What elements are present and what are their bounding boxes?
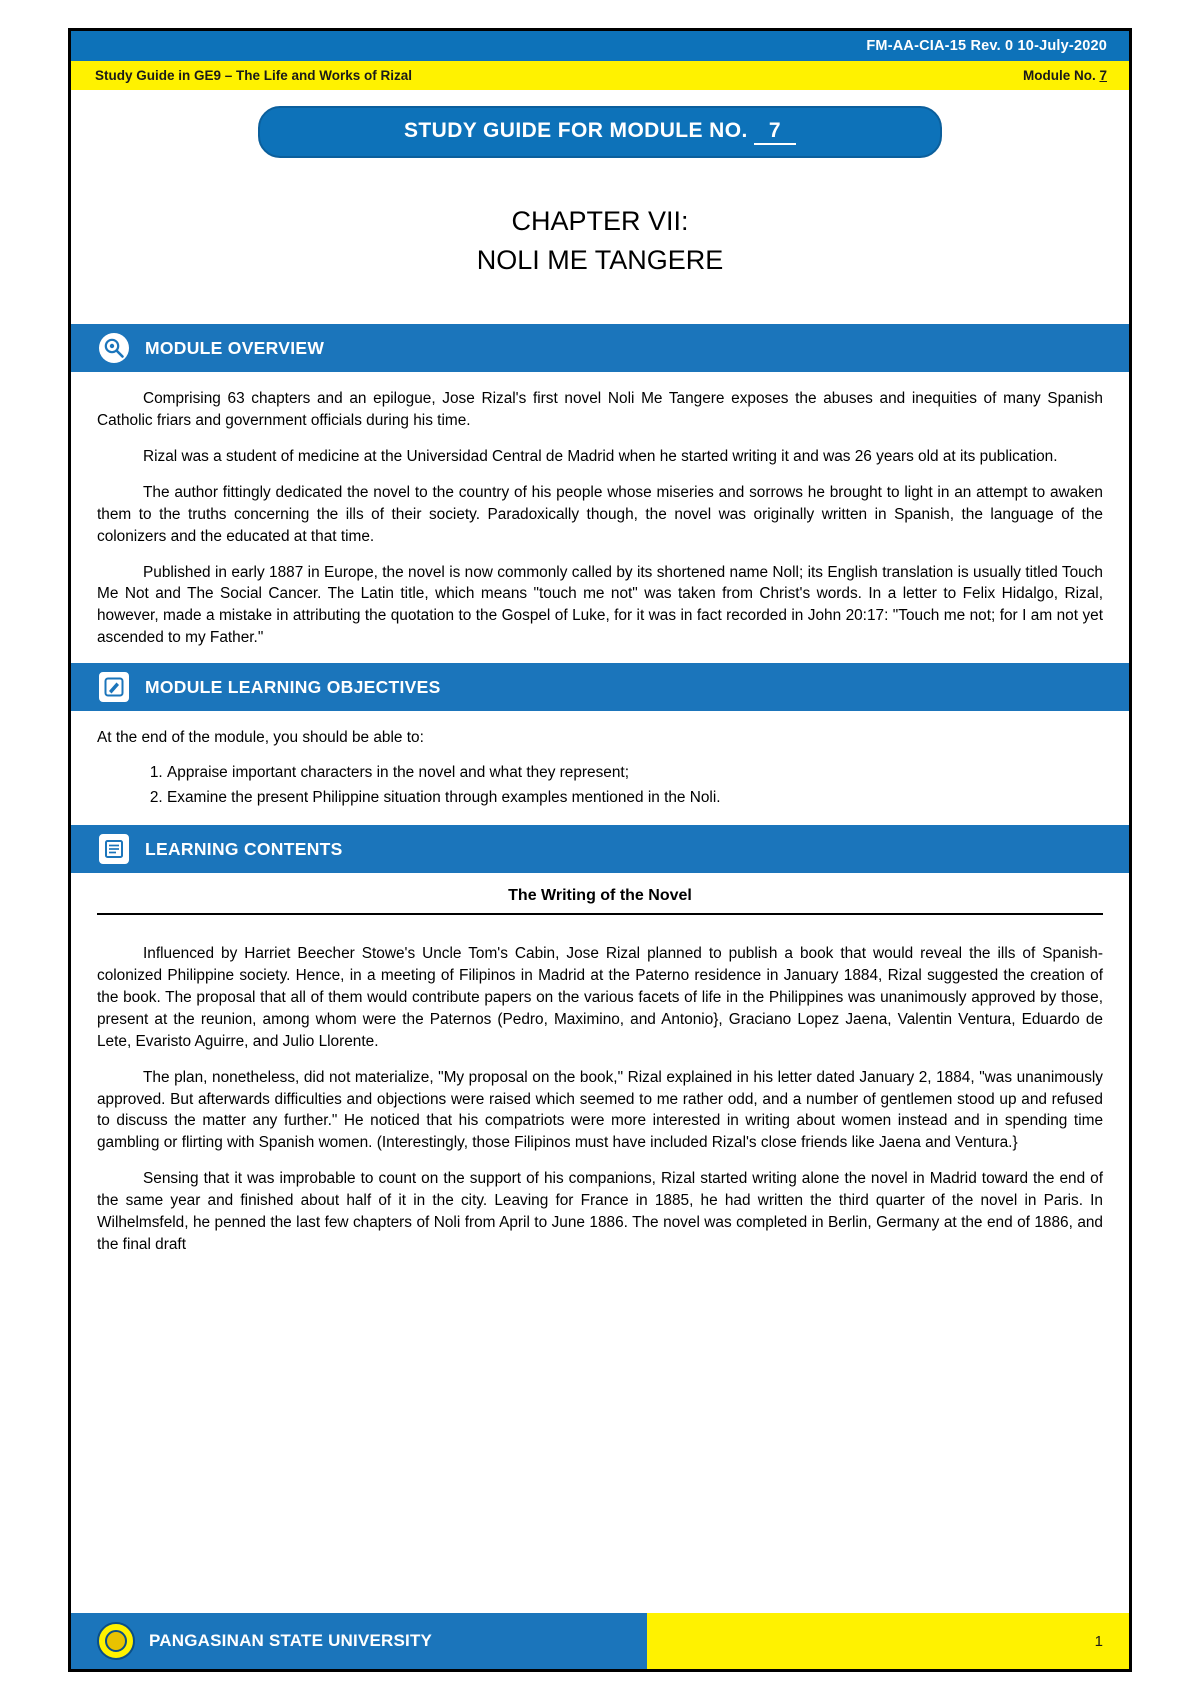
module-label-text: Module No. [1022, 68, 1096, 83]
module-banner-prefix: STUDY GUIDE FOR MODULE NO. [404, 119, 748, 142]
study-guide-title-bar [71, 61, 1129, 90]
page-footer [71, 1613, 1129, 1669]
chapter-line-1: CHAPTER VII: [511, 206, 689, 236]
document-code: FM-AA-CIA-15 Rev. 0 10-July-2020 [866, 38, 1107, 54]
university-seal-icon [97, 1622, 135, 1660]
document-code-bar [71, 31, 1129, 61]
objective-item: 1. Appraise important characters in the novel and what they represent; [167, 761, 1129, 784]
contents-paragraph: Sensing that it was improbable to count on the support of his companions, Rizal started writing alone the novel in Madrid toward the end of the same year and finished about half of it in the city. Leaving for France in 1885, he had written the third quarter of the novel in Paris. In Wilhelmsfeld, he penned the last few chapters of Noli from April to June 1886. The novel was completed in Berlin, Germany at the end of 1886, and the final draft [97, 1170, 1103, 1253]
module-number-label [1023, 68, 1107, 83]
overview-paragraph: Published in early 1887 in Europe, the novel is now commonly called by its shortened name Noll; its English translation is usually titled Touch Me Not and The Social Cancer. The Latin title, which means "touch me not" was taken from Christ's words. In a letter to Felix Hidalgo, Rizal, however, made a mistake in attributing the quotation to the Gospel of Luke, for it was in fact recorded in John 20:17: "Touch me not; for I am not yet ascended to my Father." [97, 563, 1103, 647]
chapter-title [71, 202, 1129, 280]
book-icon [99, 834, 129, 864]
subtitle-divider [97, 913, 1103, 915]
page-sheet [68, 28, 1132, 1672]
learning-contents-body [71, 927, 1129, 1269]
section-header-module-overview [71, 324, 1129, 372]
section-title-learning-contents: LEARNING CONTENTS [145, 838, 343, 859]
overview-paragraph: Comprising 63 chapters and an epilogue, Jose Rizal's first novel Noli Me Tangere exposes the abuses and inequities of many Spanish Catholic friars and government officials during his time. [97, 390, 1103, 430]
objectives-list [71, 761, 1129, 811]
contents-paragraph: The plan, nonetheless, did not materialize, "My proposal on the book," Rizal explained in his letter dated January 2, 1884, "was unanimously approved. But afterwards difficulties and objections were raised which seemed to me rather odd, and a number of gentlemen stood up and refused to discuss the matter any further." He noticed that his compatriots were more interested in writing about women instead and in spending time gambling or flirting with Spanish women. (Interestingly, those Filipinos must have included Rizal's close friends like Jaena and Ventura.} [97, 1068, 1103, 1152]
section-header-learning-contents [71, 825, 1129, 873]
overview-paragraph: Rizal was a student of medicine at the Universidad Central de Madrid when he started writing it and was 26 years old at its publication. [143, 448, 1058, 466]
module-number-value: 7 [1099, 68, 1107, 83]
learning-contents-subtitle: The Writing of the Novel [508, 887, 692, 905]
chapter-line-2: NOLI ME TANGERE [476, 245, 724, 276]
university-name: PANGASINAN STATE UNIVERSITY [149, 1631, 433, 1650]
module-banner-number: 7 [754, 119, 796, 145]
objectives-intro: At the end of the module, you should be able to: [97, 729, 424, 747]
study-guide-title: Study Guide in GE9 – The Life and Works of Rizal [95, 68, 413, 83]
footer-university [71, 1613, 647, 1669]
section-title-learning-objectives: MODULE LEARNING OBJECTIVES [145, 676, 441, 697]
contents-paragraph: Influenced by Harriet Beecher Stowe's Uncle Tom's Cabin, Jose Rizal planned to publish a book that would reveal the ills of Spanish-colonized Philippine society. Hence, in a meeting of Filipinos in Madrid at the Paterno residence in January 1884, Rizal suggested the creation of the book. The proposal that all of them would contribute papers on the various facets of life in the Philippines was unanimously approved by those, present at the reunion, among whom were the Paternos (Pedro, Maximino, and Antonio}, Graciano Lopez Jaena, Valentin Ventura, Eduardo de Lete, Evaristo Aguirre, and Julio Llorente. [97, 945, 1103, 1050]
objective-item: 2. Examine the present Philippine situation through examples mentioned in the Noli. [167, 786, 1129, 809]
magnifier-icon [99, 333, 129, 363]
section-header-learning-objectives [71, 663, 1129, 711]
overview-paragraph: The author fittingly dedicated the novel to the country of his people whose miseries and sorrows he brought to light in an attempt to awaken them to the truths concerning the ills of their society. Paradoxically though, the novel was originally written in Spanish, the language of the colonizers and the educated at that time. [97, 483, 1103, 545]
module-banner-wrap [71, 90, 1129, 158]
section-title-module-overview: MODULE OVERVIEW [145, 337, 325, 358]
footer-page-number-area [647, 1613, 1129, 1669]
module-overview-body [71, 372, 1129, 663]
pencil-note-icon [99, 672, 129, 702]
module-banner [258, 106, 942, 158]
page-number: 1 [1094, 1632, 1103, 1650]
